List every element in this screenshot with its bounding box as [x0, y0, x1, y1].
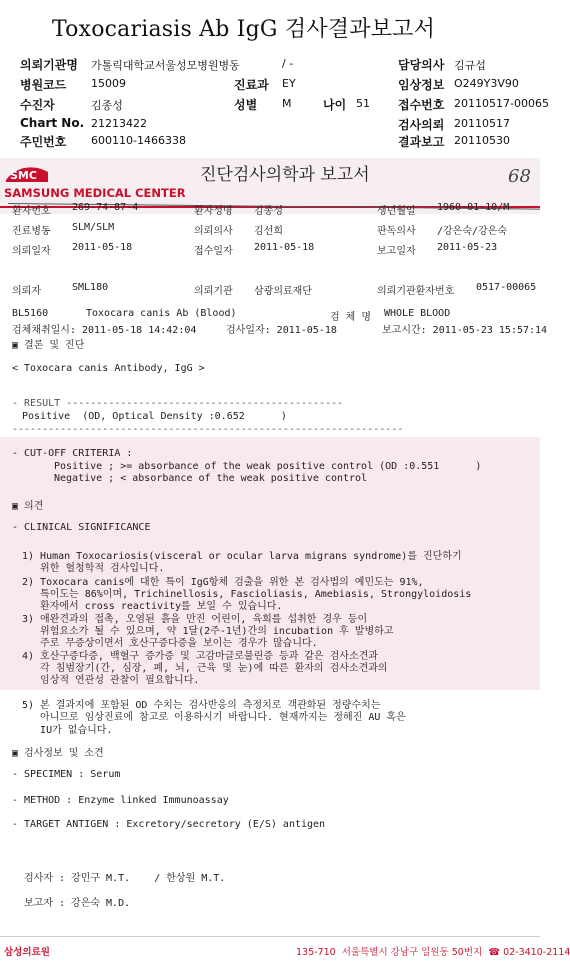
note-line: 4) 호산구증다증, 백혈구 증가증 및 고감마글로불린증 등과 같은 검사소견과	[22, 651, 379, 662]
info-value: /강은숙/강은숙	[437, 226, 508, 237]
header-label: Chart No.	[20, 116, 85, 130]
reporter-line: 보고자 : 강은숙 M.D.	[24, 898, 131, 909]
info-value: SML180	[72, 282, 109, 293]
info-key: 의뢰자	[12, 286, 41, 297]
header-label: 검사의뢰	[398, 118, 445, 132]
note-line: 위험요소가 될 수 있으며, 약 1달(2주-1년)간의 incubation 후 발병하고	[22, 626, 394, 637]
header-label: 진료과	[234, 78, 269, 92]
info-value: 2011-05-18	[72, 242, 133, 253]
header-value: 김규섭	[454, 59, 486, 72]
specimen-value: WHOLE BLOOD	[384, 308, 451, 319]
info-key: 생년월일	[377, 206, 416, 217]
result-value: Positive (OD, Optical Density :0.652 )	[22, 411, 287, 422]
header-value: 15009	[91, 77, 126, 90]
info-key: 환자성명	[194, 206, 233, 217]
note-line: 주로 무증상이면서 호산구증다증을 보이는 경우가 많습니다.	[22, 638, 318, 649]
info-value: 삼광의료재단	[254, 286, 312, 297]
header-value: 가톨릭대학교서울성모병원병동	[91, 59, 240, 72]
report-heading: 진단검사의학과 보고서	[200, 165, 370, 185]
cutoff-label: - CUT-OFF CRITERIA :	[12, 448, 133, 459]
header-label: 임상정보	[398, 78, 445, 92]
note-line: 1) Human Toxocariosis(visceral or ocular larva migrans syndrome)를 진단하기	[22, 551, 462, 562]
header-value: O249Y3V90	[454, 77, 519, 90]
header-label: 주민번호	[20, 135, 67, 149]
handwritten-note: 68	[508, 166, 531, 187]
cutoff-negative: Negative ; < absorbance of the weak positive control	[54, 473, 368, 484]
info-value: 2011-05-18	[254, 242, 315, 253]
header-label: 수진자	[20, 98, 55, 112]
opinion-heading: ▣ 의견	[12, 501, 44, 512]
note-line: 임상적 연관성 관찰이 필요합니다.	[22, 675, 200, 686]
footer-address: 135-710 서울특별시 강남구 일원동 50번지 ☎ 02-3410-2114	[296, 947, 570, 958]
samsung-logo	[4, 162, 50, 186]
info-key: 의뢰일자	[12, 246, 51, 257]
info-value: 김종성	[254, 206, 283, 217]
test-name: Toxocara canis Ab (Blood)	[86, 308, 237, 319]
header-value: 51	[356, 97, 370, 110]
note-line: 환자에서 cross reactivity를 보일 수 있습니다.	[22, 601, 283, 612]
info-key: 판독의사	[377, 226, 416, 237]
note-line: 특이도는 86%이며, Trichinellosis, Fascioliasis, Amebiasis, Strongyloidosis	[22, 589, 472, 600]
method-line: - METHOD : Enzyme linked Immunoassay	[12, 795, 229, 806]
header-value: 20110530	[454, 134, 510, 147]
antibody-name: < Toxocara canis Antibody, IgG >	[12, 363, 205, 374]
target-line: - TARGET ANTIGEN : Excretory/secretory (E/S) antigen	[12, 819, 326, 830]
header-label: 의뢰기관명	[20, 58, 78, 72]
note-line: IU가 없습니다.	[22, 725, 113, 736]
info-key: 환자번호	[12, 206, 51, 217]
logo-text: SMC	[10, 169, 37, 182]
info-key: 접수일자	[194, 246, 233, 257]
header-value: 20110517	[454, 117, 510, 130]
note-line: 2) Toxocara canis에 대한 특이 IgG항체 검출을 위한 본 검사법의 예민도는 91%,	[22, 577, 424, 588]
header-value: EY	[282, 77, 296, 90]
clinical-heading: - CLINICAL SIGNIFICANCE	[12, 522, 151, 533]
footer-divider	[0, 936, 540, 937]
note-line: 5) 본 결과지에 포함된 OD 수치는 검사반응의 측정치로 객관화된 정량수치는	[22, 700, 381, 711]
note-line: 3) 애완견과의 접촉, 오염된 흙을 만진 어린이, 육회를 섭취한 경우 등이	[22, 614, 368, 625]
divider-dashes: -----------------------------------------------------------------	[12, 424, 404, 435]
footer-org: 삼성의료원	[4, 947, 50, 958]
header-value: 20110517-00065	[454, 97, 549, 110]
result-section-heading: ▣ 결론 및 진단	[12, 340, 85, 351]
test-date: 검사일자: 2011-05-18	[226, 325, 337, 336]
note-line: 위한 혈청학적 검사입니다.	[22, 563, 165, 574]
header-value: 600110-1466338	[91, 134, 186, 147]
header-label: 결과보고	[398, 135, 445, 149]
info-value: 1960-01-10/M	[437, 202, 510, 213]
info-key: 의뢰기관환자번호	[377, 286, 455, 297]
header-label: 접수번호	[398, 98, 445, 112]
collect-time: 검체채취일시: 2011-05-18 14:42:04	[12, 325, 197, 336]
test-code: BL5160	[12, 308, 49, 319]
note-line: 각 침범장기(간, 심장, 폐, 뇌, 근육 및 눈)에 따른 환자의 검사소견과의	[22, 663, 388, 674]
info-value: SLM/SLM	[72, 222, 115, 233]
note-line: 아니므로 임상진료에 참고로 이용하시기 바랍니다. 현재까지는 정해진 AU 혹은	[22, 712, 406, 723]
header-label: 성별	[234, 98, 258, 112]
info-key: 의뢰기관	[194, 286, 233, 297]
info-key: 보고일자	[377, 246, 416, 257]
header-label: 담당의사	[398, 58, 445, 72]
info-value: 김선희	[254, 226, 283, 237]
specimen-line: - SPECIMEN : Serum	[12, 769, 121, 780]
info-key: 진료병동	[12, 226, 51, 237]
info-key: 의뢰의사	[194, 226, 233, 237]
hospital-name: SAMSUNG MEDICAL CENTER	[4, 186, 186, 200]
header-value: 21213422	[91, 117, 147, 130]
info-value: 269-74-87-4	[72, 202, 139, 213]
info-value: 2011-05-23	[437, 242, 498, 253]
info-section-heading: ▣ 검사정보 및 소견	[12, 748, 104, 759]
tester-line: 검사자 : 강민구 M.T. / 한상원 M.T.	[24, 873, 226, 884]
header-value: 김종성	[91, 99, 123, 112]
result-label: - RESULT ----------------------------------------------	[12, 398, 344, 409]
page-title: Toxocariasis Ab IgG 검사결과보고서	[52, 17, 436, 42]
specimen-label: 검 체 명	[330, 312, 372, 323]
header-value: / -	[282, 57, 294, 70]
header-label: 나이	[323, 98, 347, 112]
info-value: 0517-00065	[476, 282, 537, 293]
header-label: 병원코드	[20, 78, 67, 92]
report-time: 보고시간: 2011-05-23 15:57:14	[382, 325, 548, 336]
cutoff-positive: Positive ; >= absorbance of the weak positive control (OD :0.551 )	[54, 461, 482, 472]
header-value: M	[282, 97, 292, 110]
